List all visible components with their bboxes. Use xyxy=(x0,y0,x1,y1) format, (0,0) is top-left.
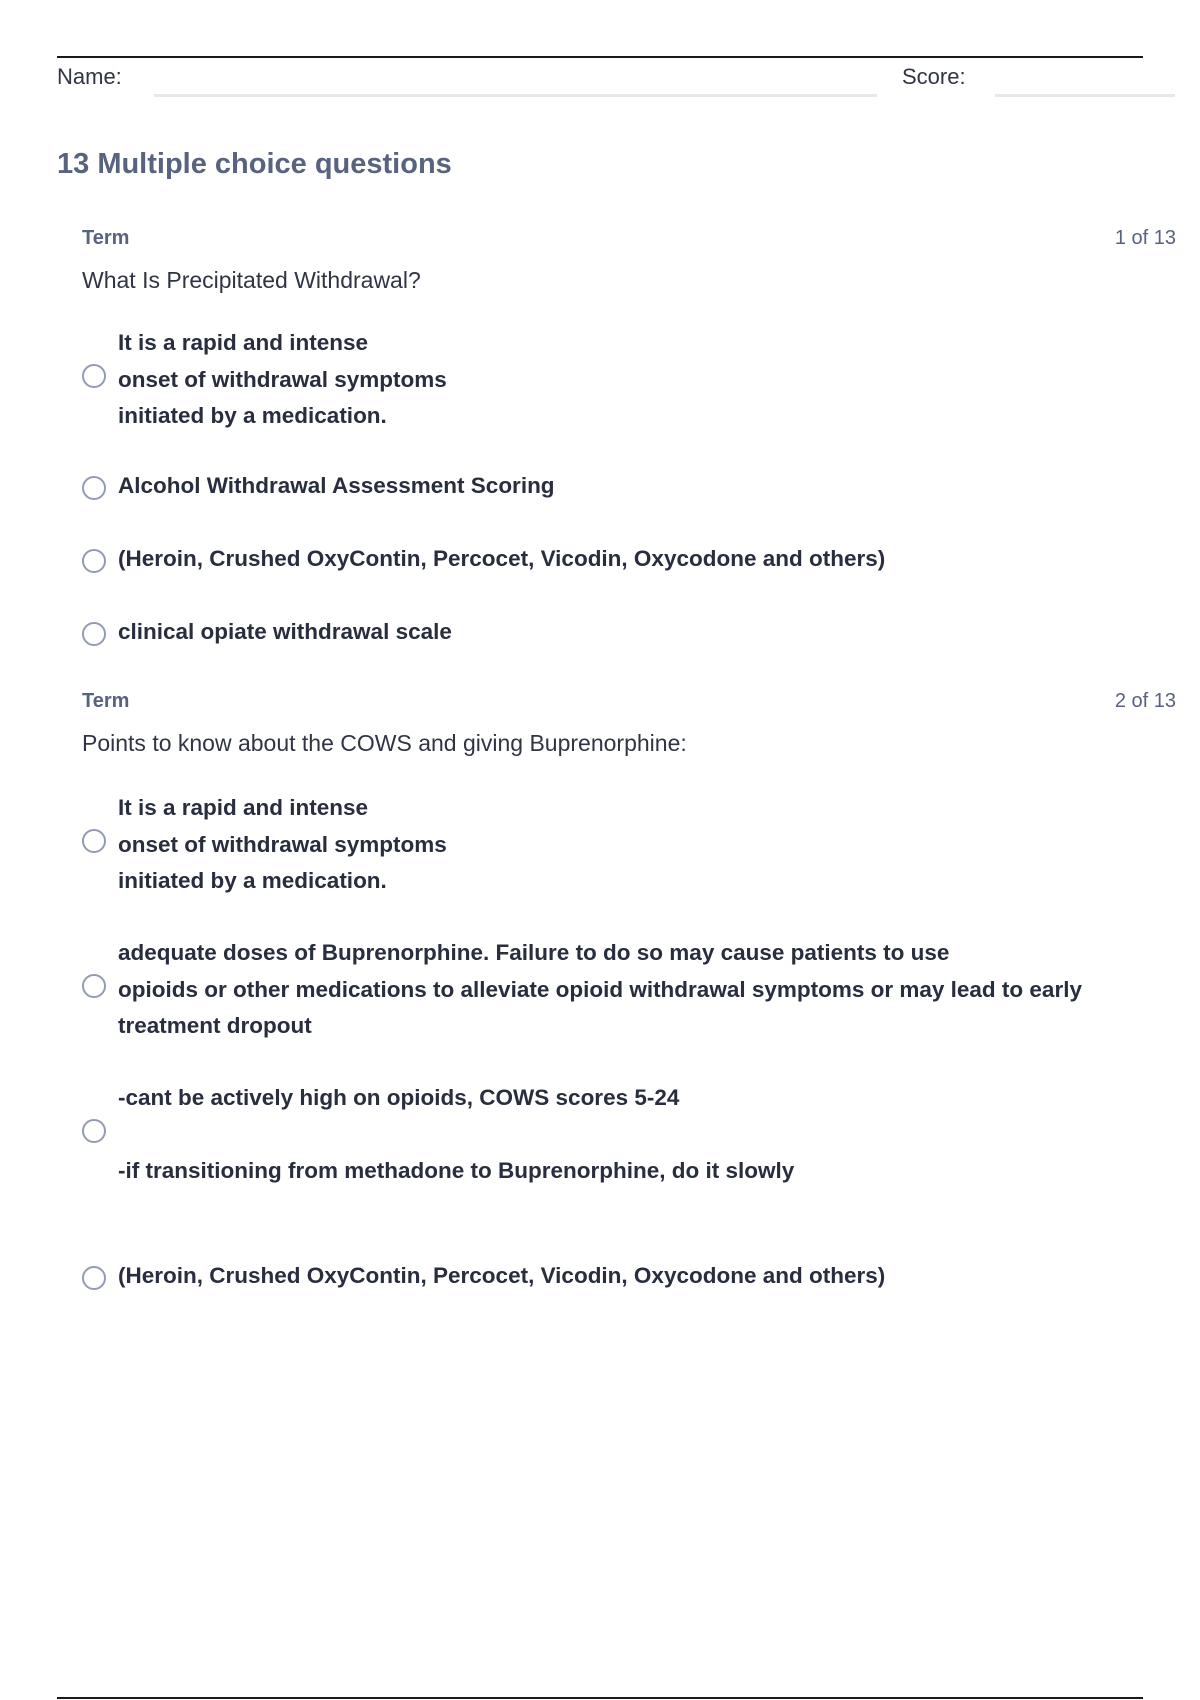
radio-button[interactable] xyxy=(82,974,106,998)
radio-button[interactable] xyxy=(82,1119,106,1143)
answer-text: Alcohol Withdrawal Assessment Scoring xyxy=(118,473,555,498)
answer-text: adequate doses of Buprenorphine. Failure to do so may cause patients to use opioids or other medications to alleviate opioid withdrawal symptoms or may lead to early treatment dropout xyxy=(118,940,1082,1038)
name-label: Name: xyxy=(57,64,122,89)
question-counter: 2 of 13 xyxy=(1114,690,1176,712)
score-label: Score: xyxy=(902,64,966,89)
answer-text: (Heroin, Crushed OxyContin, Percocet, Vicodin, Oxycodone and others) xyxy=(118,1263,886,1288)
question-prompt: Points to know about the COWS and giving Buprenorphine: xyxy=(82,730,687,756)
answer-text: -cant be actively high on opioids, COWS scores 5-24 -if transitioning from methadone to Buprenorphine, do it slowly xyxy=(118,1085,795,1183)
radio-button[interactable] xyxy=(82,829,106,853)
answer-text: It is a rapid and intense onset of withdrawal symptoms initiated by a medication. xyxy=(118,330,447,428)
name-field-line xyxy=(154,94,877,97)
header-row xyxy=(57,62,1177,102)
radio-button[interactable] xyxy=(82,476,106,500)
section-title: 13 Multiple choice questions xyxy=(57,148,452,180)
radio-button[interactable] xyxy=(82,364,106,388)
bottom-rule xyxy=(57,1697,1143,1699)
top-rule xyxy=(57,56,1143,58)
answer-text: clinical opiate withdrawal scale xyxy=(118,619,452,644)
question-counter: 1 of 13 xyxy=(1114,227,1176,249)
score-field-line xyxy=(995,94,1175,97)
radio-button[interactable] xyxy=(82,549,106,573)
radio-button[interactable] xyxy=(82,622,106,646)
question-prompt: What Is Precipitated Withdrawal? xyxy=(82,267,421,293)
answer-text: It is a rapid and intense onset of withdrawal symptoms initiated by a medication. xyxy=(118,795,447,893)
term-label: Term xyxy=(82,227,130,249)
answer-text: (Heroin, Crushed OxyContin, Percocet, Vicodin, Oxycodone and others) xyxy=(118,546,886,571)
term-label: Term xyxy=(82,690,130,712)
radio-button[interactable] xyxy=(82,1266,106,1290)
